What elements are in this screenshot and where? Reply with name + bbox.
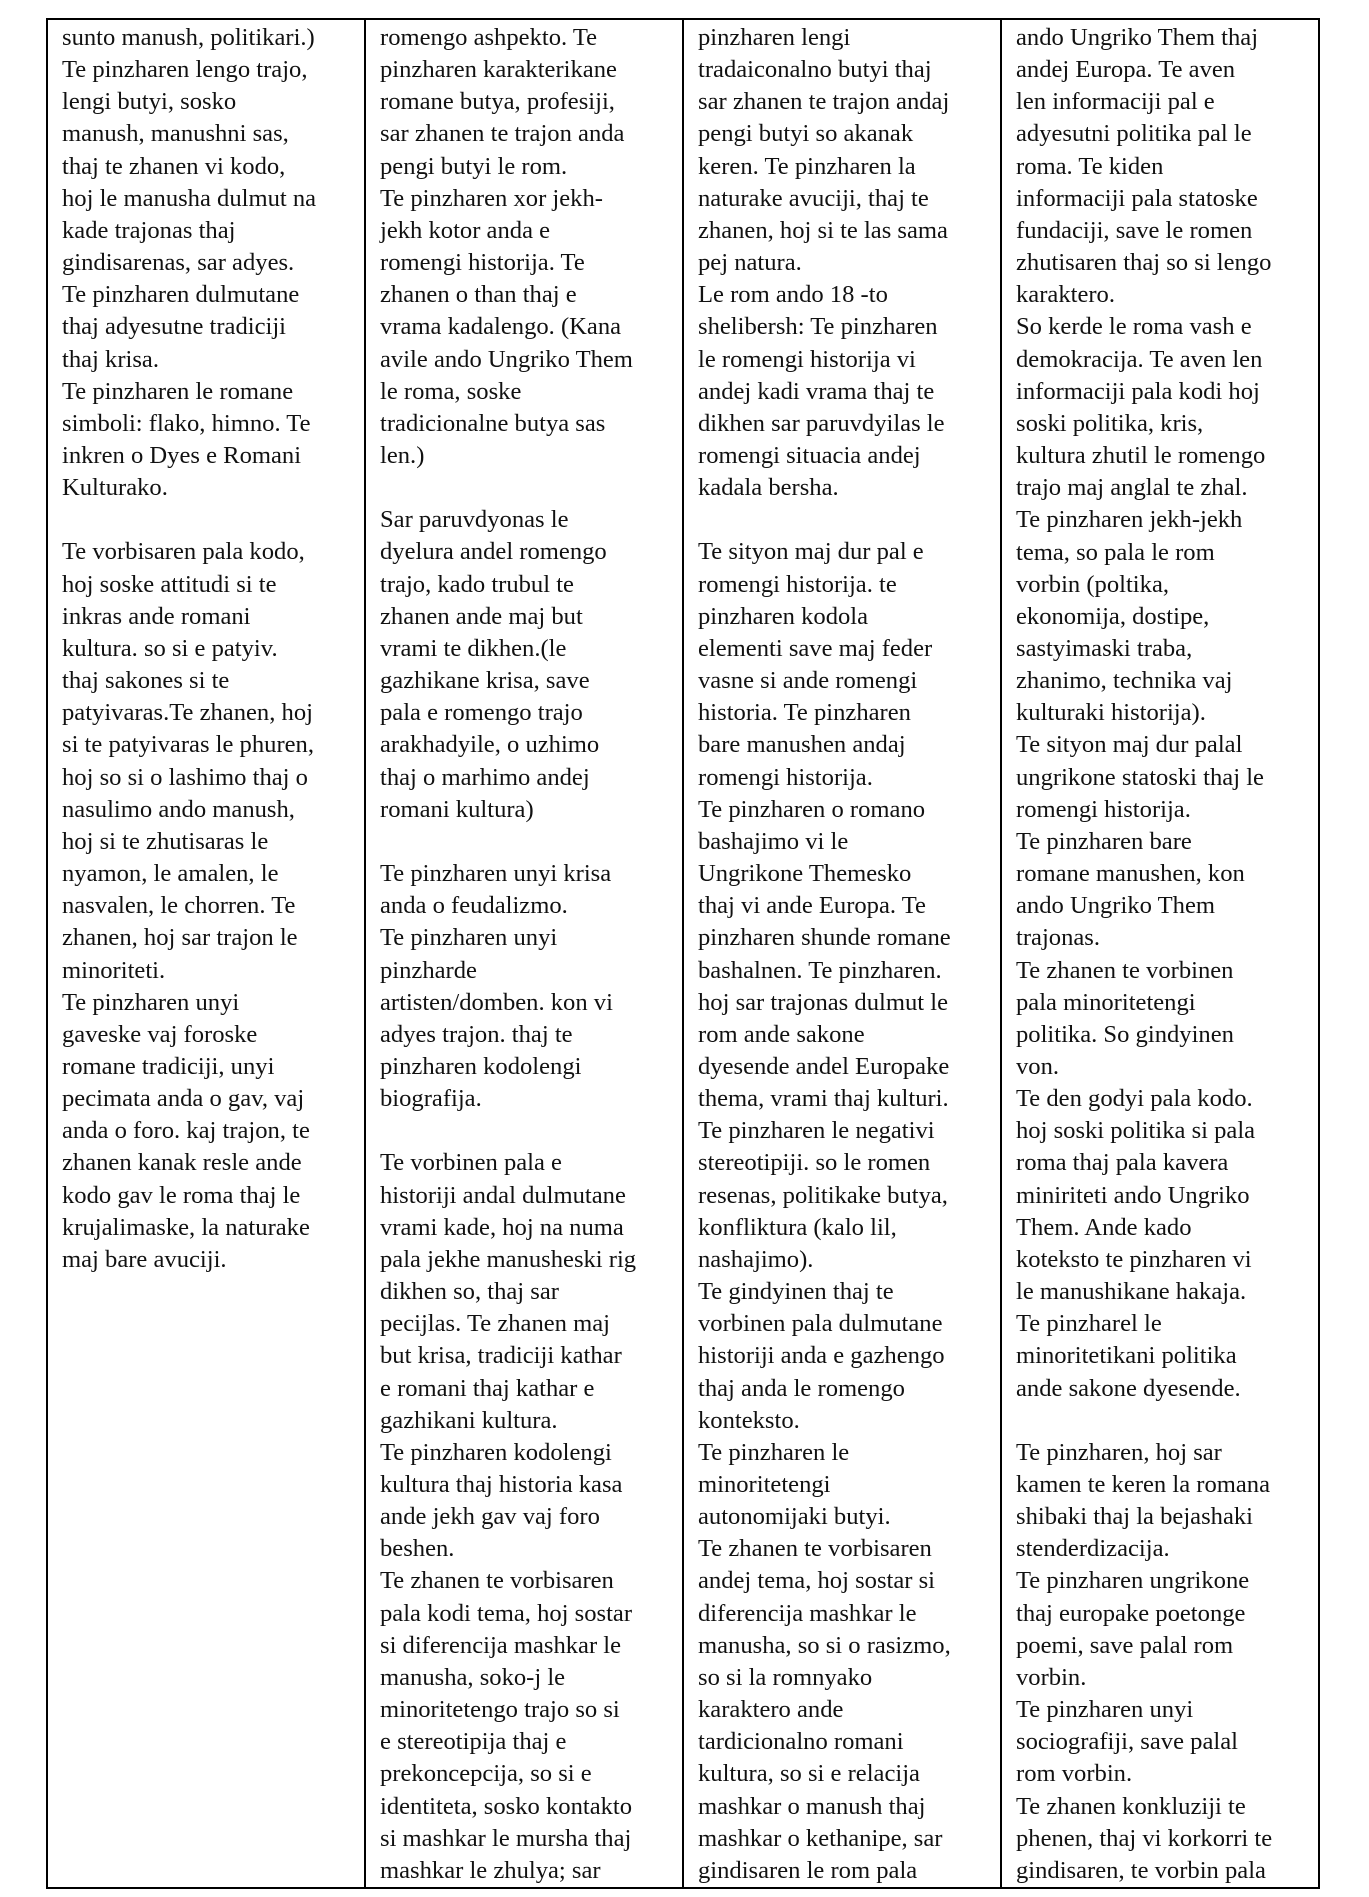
- text-line: andej tema, hoj sostar si: [698, 1567, 936, 1595]
- text-line: sastyimaski traba,: [1016, 634, 1193, 662]
- text-line: mashkar o manush thaj: [698, 1792, 926, 1820]
- text-line: dyelura andel romengo: [380, 538, 607, 566]
- text-line: Te pinzharen bare: [1016, 827, 1192, 855]
- text-line: le roma, soske: [380, 377, 522, 405]
- text-line: thaj o marhimo andej: [380, 763, 590, 791]
- text-line: roma thaj pala kavera: [1016, 1149, 1229, 1177]
- text-line: Te sityon maj dur pal e: [698, 538, 924, 566]
- text-line: kultura thaj historia kasa: [380, 1470, 623, 1498]
- text-line: trajonas.: [1016, 924, 1101, 952]
- text-line: tradaiconalno butyi thaj: [698, 56, 932, 84]
- text-line: romengi historija. te: [698, 570, 897, 598]
- table-row: [47, 19, 1319, 1888]
- text-line: kultura zhutil le romengo: [1016, 442, 1266, 470]
- text-line: so si la romnyako: [698, 1663, 873, 1691]
- text-line: zhanen, hoj sar trajon le: [62, 924, 298, 952]
- text-line: gaveske vaj foroske: [62, 1020, 258, 1048]
- text-line: Te pinzharen jekh-jekh: [1016, 506, 1243, 534]
- text-line: ando Ungriko Them thaj: [1016, 24, 1259, 51]
- text-line: historiji anda e gazhengo: [698, 1342, 945, 1370]
- text-line: dikhen so, thaj sar: [380, 1278, 559, 1306]
- text-line: ekonomija, dostipe,: [1016, 602, 1210, 630]
- text-line: anda o feudalizmo.: [380, 892, 568, 920]
- text-line: len.): [380, 442, 425, 470]
- text-line: inkren o Dyes e Romani: [62, 442, 302, 470]
- text-line: autonomijaki butyi.: [698, 1503, 891, 1531]
- text-line: dikhen sar paruvdyilas le: [698, 409, 945, 437]
- text-line: konteksto.: [698, 1406, 800, 1434]
- text-line: bare manushen andaj: [698, 731, 906, 759]
- document-table: [46, 18, 1320, 1889]
- column-3: [683, 19, 1001, 1888]
- text-line: Te pinzharen le romane: [62, 377, 294, 405]
- text-line: si te patyivaras le phuren,: [62, 731, 315, 759]
- text-line: trajo maj anglal te zhal.: [1016, 474, 1248, 502]
- text-line: fundaciji, save le romen: [1016, 216, 1253, 244]
- text-line: manusha, so si o rasizmo,: [698, 1631, 951, 1659]
- text-line: rom vorbin.: [1016, 1760, 1133, 1788]
- text-line: pinzharen kodolengi: [380, 1052, 582, 1080]
- text-line: ande sakone dyesende.: [1016, 1374, 1241, 1402]
- text-line: vasne si ande romengi: [698, 667, 918, 695]
- text-line: tradicionalne butya sas: [380, 409, 606, 437]
- text-line: gindisarenas, sar adyes.: [62, 249, 295, 277]
- text-line: karaktero ande: [698, 1696, 844, 1724]
- text-line: andej Europa. Te aven: [1016, 56, 1236, 84]
- text-line: Te pinzharen lengo trajo,: [62, 56, 308, 84]
- text-line: thaj adyesutne tradiciji: [62, 313, 286, 341]
- text-line: rom ande sakone: [698, 1020, 865, 1048]
- text-line: vorbin.: [1016, 1663, 1087, 1691]
- text-line: So kerde le roma vash e: [1016, 313, 1252, 341]
- text-line: Te pinzharen, hoj sar: [1016, 1438, 1222, 1466]
- text-line: thaj te zhanen vi kodo,: [62, 152, 286, 180]
- text-line: pala kodi tema, hoj sostar: [380, 1599, 633, 1627]
- text-line: roma. Te kiden: [1016, 152, 1164, 180]
- text-line: patyivaras.Te zhanen, hoj: [62, 699, 313, 727]
- text-line: gazhikani kultura.: [380, 1406, 558, 1434]
- text-line: bashalnen. Te pinzharen.: [698, 956, 942, 984]
- text-line: Sar paruvdyonas le: [380, 506, 569, 534]
- text-line: romane butya, profesiji,: [380, 88, 615, 116]
- text-line: [1016, 1405, 1310, 1437]
- text-line: artisten/domben. kon vi: [380, 988, 613, 1016]
- text-line: [380, 472, 674, 504]
- text-line: minoriteti.: [62, 956, 166, 984]
- text-line: e romani thaj kathar e: [380, 1374, 595, 1402]
- text-line: gindisaren le rom pala: [698, 1856, 918, 1884]
- text-line: andej kadi vrama thaj te: [698, 377, 935, 405]
- text-line: pala jekhe manusheski rig: [380, 1245, 637, 1273]
- text-line: romane tradiciji, unyi: [62, 1052, 275, 1080]
- text-line: kadala bersha.: [698, 474, 839, 502]
- text-line: tardicionalno romani: [698, 1728, 904, 1756]
- text-line: arakhadyile, o uzhimo: [380, 731, 600, 759]
- text-line: e stereotipija thaj e: [380, 1728, 567, 1756]
- text-line: thaj anda le romengo: [698, 1374, 905, 1402]
- text-line: dyesende andel Europake: [698, 1052, 950, 1080]
- text-line: zhanen, hoj si te las sama: [698, 216, 948, 244]
- text-line: avile ando Ungriko Them: [380, 345, 633, 373]
- text-line: resenas, politikake butya,: [698, 1181, 948, 1209]
- text-line: tema, so pala le rom: [1016, 538, 1215, 566]
- text-line: pinzharen kodola: [698, 602, 869, 630]
- text-line: minoritetikani politika: [1016, 1342, 1237, 1370]
- text-line: demokracija. Te aven len: [1016, 345, 1263, 373]
- text-line: phenen, thaj vi korkorri te: [1016, 1824, 1273, 1852]
- text-line: von.: [1016, 1053, 1060, 1080]
- text-line: inkras ande romani: [62, 602, 251, 630]
- text-line: Te den godyi pala kodo.: [1016, 1085, 1253, 1113]
- text-line: romengi historija.: [1016, 795, 1191, 823]
- text-line: maj bare avuciji.: [62, 1245, 227, 1273]
- text-line: koteksto te pinzharen vi: [1016, 1245, 1252, 1273]
- text-line: soski politika, kris,: [1016, 409, 1204, 437]
- text-line: Te pinzharen xor jekh-: [380, 184, 603, 212]
- text-line: Te pinzharen unyi: [1016, 1696, 1194, 1724]
- text-line: Te pinzharen o romano: [698, 795, 926, 823]
- text-line: thema, vrami thaj kulturi.: [698, 1085, 949, 1113]
- text-line: manush, manushni sas,: [62, 120, 289, 148]
- text-line: zhutisaren thaj so si lengo: [1016, 249, 1272, 277]
- text-line: minoritetengi: [698, 1471, 831, 1499]
- text-line: thaj vi ande Europa. Te: [698, 892, 926, 920]
- text-line: hoj sar trajonas dulmut le: [698, 988, 948, 1016]
- text-line: adyesutni politika pal le: [1016, 120, 1252, 148]
- text-line: simboli: flako, himno. Te: [62, 409, 311, 437]
- text-line: sociografiji, save palal: [1016, 1728, 1238, 1756]
- text-line: beshen.: [380, 1535, 455, 1563]
- text-line: manusha, soko-j le: [380, 1663, 566, 1691]
- text-line: mashkar le zhulya; sar: [380, 1856, 601, 1884]
- text-line: but krisa, tradiciji kathar: [380, 1342, 622, 1370]
- text-line: Te pinzharen unyi: [62, 988, 240, 1016]
- text-line: nasulimo ando manush,: [62, 795, 295, 823]
- text-line: elementi save maj feder: [698, 634, 933, 662]
- text-line: hoj si te zhutisaras le: [62, 827, 269, 855]
- text-line: pengi butyi le rom.: [380, 152, 568, 180]
- text-line: lengi butyi, sosko: [62, 88, 237, 116]
- text-line: konfliktura (kalo lil,: [698, 1213, 897, 1241]
- text-line: Te pinzharen kodolengi: [380, 1438, 612, 1466]
- text-line: sar zhanen te trajon andaj: [698, 88, 950, 116]
- text-line: romengo ashpekto. Te: [380, 24, 598, 51]
- text-line: biografija.: [380, 1085, 482, 1113]
- text-line: pej natura.: [698, 249, 802, 277]
- text-line: kultura. so si e patyiv.: [62, 634, 278, 662]
- text-line: karaktero.: [1016, 281, 1115, 309]
- text-line: nyamon, le amalen, le: [62, 860, 279, 888]
- text-line: gindisaren, te vorbin pala: [1016, 1856, 1266, 1884]
- text-line: gazhikane krisa, save: [380, 667, 590, 695]
- column-1: [47, 19, 365, 1888]
- text-line: pinzharen lengi: [698, 24, 851, 51]
- text-line: ungrikone statoski thaj le: [1016, 763, 1264, 791]
- text-line: kodo gav le roma thaj le: [62, 1181, 301, 1209]
- text-line: krujalimaske, la naturake: [62, 1213, 310, 1241]
- text-line: shelibersh: Te pinzharen: [698, 313, 938, 341]
- text-line: stenderdizacija.: [1016, 1535, 1170, 1563]
- text-line: bashajimo vi le: [698, 827, 849, 855]
- text-line: si diferencija mashkar le: [380, 1631, 622, 1659]
- text-line: pengi butyi so akanak: [698, 120, 914, 148]
- text-line: Te pinzharen ungrikone: [1016, 1567, 1250, 1595]
- text-line: Te vorbinen pala e: [380, 1149, 562, 1177]
- column-2: [365, 19, 683, 1888]
- text-line: [380, 1115, 674, 1147]
- text-line: informaciji pala statoske: [1016, 184, 1258, 212]
- text-line: historia. Te pinzharen: [698, 699, 911, 727]
- text-line: Te pinzharel le: [1016, 1310, 1162, 1338]
- text-line: Them. Ande kado: [1016, 1213, 1192, 1241]
- text-line: zhanimo, technika vaj: [1016, 667, 1233, 695]
- text-line: keren. Te pinzharen la: [698, 152, 916, 180]
- text-line: Te zhanen te vorbisaren: [698, 1535, 932, 1563]
- text-line: historiji andal dulmutane: [380, 1181, 626, 1209]
- text-line: Te sityon maj dur palal: [1016, 731, 1243, 759]
- text-line: Te zhanen konkluziji te: [1016, 1792, 1246, 1820]
- text-line: nasvalen, le chorren. Te: [62, 892, 296, 920]
- text-line: pala minoritetengi: [1016, 988, 1196, 1016]
- text-line: miniriteti ando Ungriko: [1016, 1181, 1250, 1209]
- text-line: Te vorbisaren pala kodo,: [62, 538, 305, 566]
- text-line: Te pinzharen le: [698, 1438, 850, 1466]
- text-line: identiteta, sosko kontakto: [380, 1792, 633, 1820]
- text-line: sar zhanen te trajon anda: [380, 120, 625, 148]
- text-line: pecijlas. Te zhanen maj: [380, 1310, 611, 1338]
- text-line: Te zhanen te vorbisaren: [380, 1567, 614, 1595]
- text-line: zhanen kanak resle ande: [62, 1149, 302, 1177]
- text-line: Te gindyinen thaj te: [698, 1278, 894, 1306]
- text-line: jekh kotor anda e: [380, 216, 551, 244]
- text-line: zhanen o than thaj e: [380, 281, 577, 309]
- text-line: hoj soski politika si pala: [1016, 1117, 1256, 1145]
- text-line: zhanen ande maj but: [380, 602, 583, 630]
- text-line: kultura, so si e relacija: [698, 1760, 920, 1788]
- text-line: Te pinzharen dulmutane: [62, 281, 300, 309]
- text-line: minoritetengo trajo so si: [380, 1696, 620, 1724]
- text-line: ande jekh gav vaj foro: [380, 1503, 600, 1531]
- text-line: hoj le manusha dulmut na: [62, 184, 317, 212]
- text-line: vrama kadalengo. (Kana: [380, 313, 622, 341]
- text-line: adyes trajon. thaj te: [380, 1020, 573, 1048]
- text-line: thaj europake poetonge: [1016, 1599, 1246, 1627]
- text-line: kamen te keren la romana: [1016, 1471, 1271, 1499]
- text-line: mashkar o kethanipe, sar: [698, 1824, 943, 1852]
- text-line: kulturaki historija).: [1016, 699, 1206, 727]
- text-line: vrami kade, hoj na numa: [380, 1213, 624, 1241]
- text-line: pinzharde: [380, 956, 477, 984]
- text-line: [62, 504, 356, 536]
- text-line: ando Ungriko Them: [1016, 892, 1215, 920]
- text-line: Te pinzharen unyi krisa: [380, 860, 612, 888]
- text-line: trajo, kado trubul te: [380, 570, 574, 598]
- text-line: len informaciji pal e: [1016, 88, 1215, 116]
- text-line: thaj krisa.: [62, 345, 159, 373]
- text-line: Te zhanen te vorbinen: [1016, 956, 1234, 984]
- text-line: vorbin (poltika,: [1016, 570, 1170, 598]
- text-line: romengi situacia andej: [698, 442, 921, 470]
- text-line: Te pinzharen unyi: [380, 924, 558, 952]
- text-line: informaciji pala kodi hoj: [1016, 377, 1260, 405]
- text-line: Kulturako.: [62, 474, 168, 502]
- text-line: kade trajonas thaj: [62, 216, 236, 244]
- text-line: romengi historija. Te: [380, 249, 585, 277]
- text-line: naturake avuciji, thaj te: [698, 184, 929, 212]
- text-line: [380, 826, 674, 858]
- text-line: pecimata anda o gav, vaj: [62, 1085, 305, 1113]
- text-line: hoj so si o lashimo thaj o: [62, 763, 308, 791]
- text-line: hoj soske attitudi si te: [62, 570, 277, 598]
- text-line: romengi historija.: [698, 763, 873, 791]
- text-line: vrami te dikhen.(le: [380, 634, 567, 662]
- text-line: [698, 504, 992, 536]
- column-4: [1001, 19, 1319, 1888]
- text-line: si mashkar le mursha thaj: [380, 1824, 632, 1852]
- text-line: Te pinzharen le negativi: [698, 1117, 935, 1145]
- text-line: romane manushen, kon: [1016, 860, 1245, 888]
- text-line: thaj sakones si te: [62, 667, 230, 695]
- text-line: shibaki thaj la bejashaki: [1016, 1503, 1253, 1531]
- text-line: Le rom ando 18 -to: [698, 281, 888, 309]
- text-line: stereotipiji. so le romen: [698, 1149, 931, 1177]
- text-line: romani kultura): [380, 795, 534, 823]
- text-line: politika. So gindyinen: [1016, 1020, 1234, 1048]
- text-line: poemi, save palal rom: [1016, 1631, 1234, 1659]
- text-line: pinzharen karakterikane: [380, 56, 617, 84]
- text-line: nashajimo).: [698, 1245, 814, 1273]
- text-line: le romengi historija vi: [698, 345, 916, 373]
- text-line: Ungrikone Themesko: [698, 860, 912, 888]
- text-line: anda o foro. kaj trajon, te: [62, 1117, 310, 1145]
- text-line: le manushikane hakaja.: [1016, 1278, 1247, 1306]
- text-line: prekoncepcija, so si e: [380, 1760, 592, 1788]
- text-line: pala e romengo trajo: [380, 699, 583, 727]
- text-line: vorbinen pala dulmutane: [698, 1310, 943, 1338]
- text-line: pinzharen shunde romane: [698, 924, 951, 952]
- text-line: sunto manush, politikari.): [62, 24, 315, 51]
- text-line: diferencija mashkar le: [698, 1599, 917, 1627]
